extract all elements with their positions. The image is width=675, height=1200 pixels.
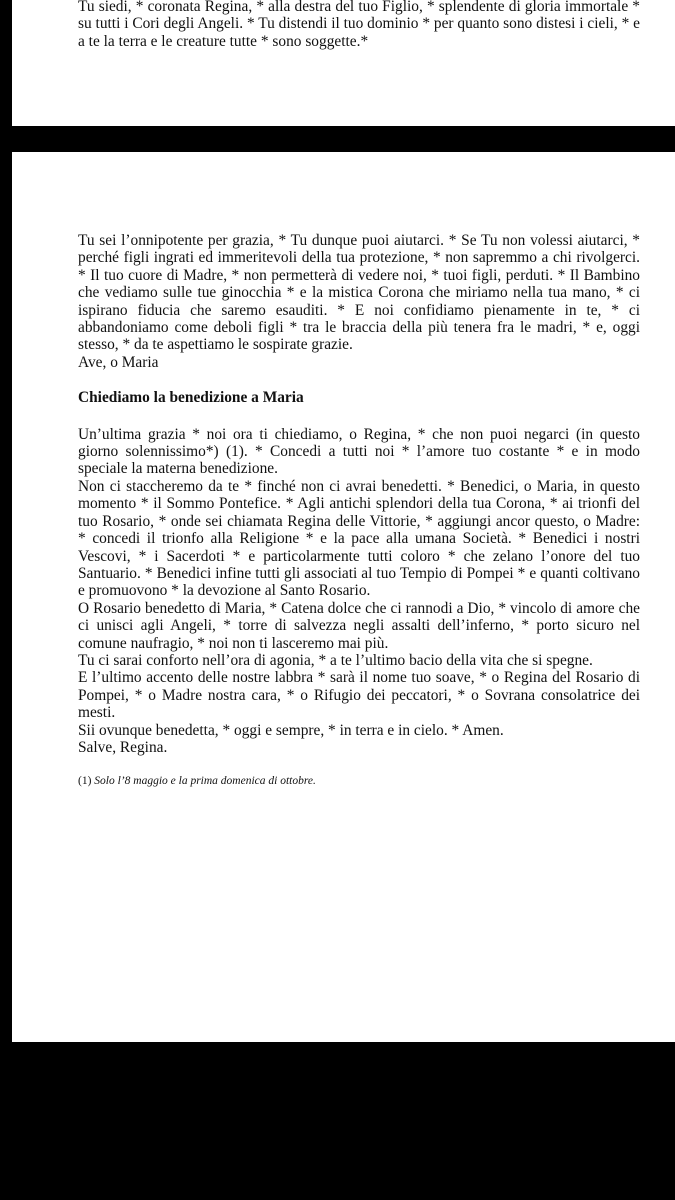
footnote (78, 774, 640, 788)
section-heading: Chiediamo la benedizione a Maria (78, 389, 304, 407)
paragraph-regina: Tu siedi, * coronata Regina, * alla destra del tuo Figlio, * splendente di gloria immortale * su tutti i Cori degli Angeli. * Tu distendi il tuo dominio * per quanto sono distesi i cieli, * e a te la terra e le creature tutte * sono soggette.* (78, 0, 640, 50)
footnote-text: Solo l’8 maggio e la prima domenica di ottobre. (94, 775, 316, 788)
paragraph-ultimo-accento: E l’ultimo accento delle nostre labbra * sarà il nome tuo soave, * o Regina del Rosario di Pompei, * o Madre nostra cara, * o Rifugio dei peccatori, * o Sovrana consolatrice dei mesti. (78, 669, 640, 722)
paragraph-onnipotente: Tu sei l’onnipotente per grazia, * Tu dunque puoi aiutarci. * Se Tu non volessi aiutarci, * perché figli ingrati ed immeritevoli della tua protezione, * non sapremmo a chi rivolgerci. * Il tuo cuore di Madre, * non permetterà di vedere noi, * tuoi figli, perduti. * Il Bambino che vediamo sulle tue ginocchia * e la mistica Corona che miriamo nella tua mano, * ci ispirano fiducia che saremo esauditi. * E noi confidiamo pienamente in te, * ci abbandoniamo come deboli figli * tra le braccia della più tenera fra le madri, * e, oggi stesso, * da te aspettiamo le sospirate grazie. (78, 232, 640, 354)
ave-maria-line: Ave, o Maria (78, 353, 159, 371)
document-page-top (12, 0, 675, 126)
page-main-text (78, 232, 640, 788)
paragraph-benedici: Non ci staccheremo da te * finché non ci avrai benedetti. * Benedici, o Maria, in questo momento * il Sommo Pontefice. * Agli antichi splendori della tua Corona, * ai trionfi del tuo Rosario, * onde sei chiamata Regina delle Vittorie, * aggiungi ancor questo, o Madre: * concedi il trionfo alla Religione * e la pace alla umana Società. * Benedici i nostri Vescovi, * i Sacerdoti * e particolarmente tutti coloro * che zelano l’onore del tuo Santuario. * Benedici infine tutti gli associati al tuo Tempio di Pompei * e quanti coltivano e promuovono * la devozione al Santo Rosario. (78, 477, 640, 600)
footnote-marker: (1) (78, 775, 92, 788)
paragraph-ultima-grazia: Un’ultima grazia * noi ora ti chiediamo, o Regina, * che non puoi negarci (in questo giorno solennissimo*) (1). * Concedi a tutti noi * l’amore tuo costante * e in modo speciale la materna benedizione. (78, 425, 640, 478)
paragraph-rosario: O Rosario benedetto di Maria, * Catena dolce che ci rannodi a Dio, * vincolo di amore che ci unisci agli Angeli, * torre di salvezza negli assalti dell’inferno, * porto sicuro nel comune naufragio, * noi non ti lasceremo mai più. (78, 599, 640, 652)
paragraph-conforto: Tu ci sarai conforto nell’ora di agonia, * a te l’ultimo bacio della vita che si spegne. (78, 651, 593, 669)
page-top-text (78, 0, 640, 50)
paragraph-amen: Sii ovunque benedetta, * oggi e sempre, * in terra e in cielo. * Amen. (78, 721, 504, 739)
closing-line: Salve, Regina. (78, 738, 168, 756)
document-page-main (12, 152, 675, 1042)
